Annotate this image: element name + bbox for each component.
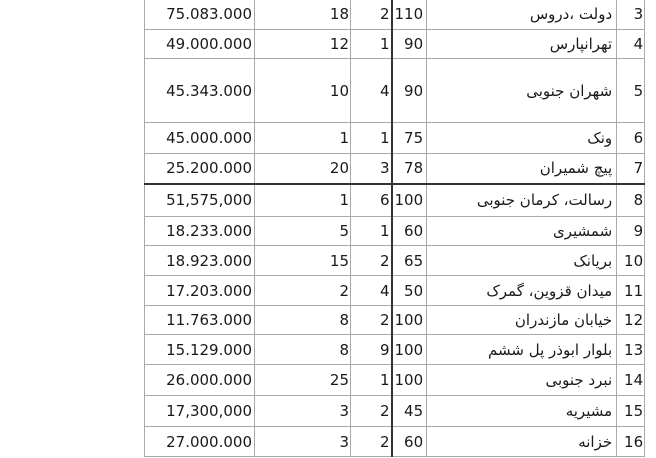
table-row [145,184,645,217]
price-cell[interactable]: 17,300,000 [145,396,255,427]
row-number-cell[interactable]: 8 [617,184,645,217]
rooms-cell[interactable]: 1 [351,123,392,154]
area-cell[interactable]: 100 [392,306,427,335]
price-cell[interactable]: 15.129.000 [145,335,255,365]
area-cell[interactable]: 100 [392,335,427,365]
row-number-cell[interactable]: 5 [617,59,645,123]
rooms-cell[interactable]: 2 [351,427,392,457]
price-cell[interactable]: 49.000.000 [145,30,255,59]
count-cell[interactable]: 2 [255,276,351,306]
price-cell[interactable]: 11.763.000 [145,306,255,335]
table-row [145,335,645,365]
row-number-cell[interactable]: 15 [617,396,645,427]
price-cell[interactable]: 18.923.000 [145,246,255,276]
location-cell[interactable]: خیابان مازندران [427,306,617,335]
rooms-cell[interactable]: 4 [351,276,392,306]
count-cell[interactable]: 10 [255,59,351,123]
rooms-cell[interactable]: 6 [351,184,392,217]
row-number-cell[interactable]: 11 [617,276,645,306]
count-cell[interactable]: 5 [255,217,351,246]
row-number-cell[interactable]: 14 [617,365,645,396]
price-cell[interactable]: 51,575,000 [145,184,255,217]
row-number-cell[interactable]: 9 [617,217,645,246]
area-cell[interactable]: 75 [392,123,427,154]
table-row [145,0,645,30]
area-cell[interactable]: 60 [392,427,427,457]
rooms-cell[interactable]: 2 [351,0,392,30]
price-cell[interactable]: 45.000.000 [145,123,255,154]
location-cell[interactable]: نبرد جنوبی [427,365,617,396]
rooms-cell[interactable]: 1 [351,217,392,246]
area-cell[interactable]: 90 [392,30,427,59]
location-cell[interactable]: شمشیری [427,217,617,246]
count-cell[interactable]: 1 [255,184,351,217]
location-cell[interactable]: شهران جنوبی [427,59,617,123]
area-cell[interactable]: 100 [392,184,427,217]
row-number-cell[interactable]: 3 [617,0,645,30]
price-cell[interactable]: 75.083.000 [145,0,255,30]
price-cell[interactable]: 26.000.000 [145,365,255,396]
count-cell[interactable]: 15 [255,246,351,276]
location-cell[interactable]: رسالت، کرمان جنوبی [427,184,617,217]
count-cell[interactable]: 12 [255,30,351,59]
location-cell[interactable]: دولت ،دروس [427,0,617,30]
location-cell[interactable]: خزانه [427,427,617,457]
location-cell[interactable]: بریانک [427,246,617,276]
rooms-cell[interactable]: 2 [351,396,392,427]
rooms-cell[interactable]: 2 [351,306,392,335]
row-number-cell[interactable]: 4 [617,30,645,59]
price-cell[interactable]: 17.203.000 [145,276,255,306]
count-cell[interactable]: 3 [255,427,351,457]
price-cell[interactable]: 45.343.000 [145,59,255,123]
data-table [144,0,645,457]
location-cell[interactable]: بلوار ابوذر پل ششم [427,335,617,365]
area-cell[interactable]: 90 [392,59,427,123]
row-number-cell[interactable]: 12 [617,306,645,335]
row-number-cell[interactable]: 10 [617,246,645,276]
table-row [145,427,645,457]
price-cell[interactable]: 25.200.000 [145,154,255,184]
location-cell[interactable]: میدان قزوین، گمرک [427,276,617,306]
table-row [145,246,645,276]
location-cell[interactable]: مشیریه [427,396,617,427]
area-cell[interactable]: 110 [392,0,427,30]
rooms-cell[interactable]: 3 [351,154,392,184]
area-cell[interactable]: 45 [392,396,427,427]
area-cell[interactable]: 65 [392,246,427,276]
area-cell[interactable]: 100 [392,365,427,396]
row-number-cell[interactable]: 6 [617,123,645,154]
count-cell[interactable]: 8 [255,335,351,365]
table-row [145,217,645,246]
count-cell[interactable]: 18 [255,0,351,30]
table-row [145,154,645,184]
rooms-cell[interactable]: 4 [351,59,392,123]
location-cell[interactable]: ونک [427,123,617,154]
price-cell[interactable]: 18.233.000 [145,217,255,246]
count-cell[interactable]: 1 [255,123,351,154]
table-row [145,30,645,59]
row-number-cell[interactable]: 7 [617,154,645,184]
table-row [145,396,645,427]
rooms-cell[interactable]: 9 [351,335,392,365]
table-row [145,365,645,396]
count-cell[interactable]: 25 [255,365,351,396]
area-cell[interactable]: 50 [392,276,427,306]
area-cell[interactable]: 78 [392,154,427,184]
rooms-cell[interactable]: 2 [351,246,392,276]
count-cell[interactable]: 8 [255,306,351,335]
table-row [145,306,645,335]
rooms-cell[interactable]: 1 [351,30,392,59]
price-cell[interactable]: 27.000.000 [145,427,255,457]
count-cell[interactable]: 20 [255,154,351,184]
location-cell[interactable]: تهرانپارس [427,30,617,59]
row-number-cell[interactable]: 13 [617,335,645,365]
table-row [145,59,645,123]
table-row [145,276,645,306]
table-row [145,123,645,154]
row-number-cell[interactable]: 16 [617,427,645,457]
rooms-cell[interactable]: 1 [351,365,392,396]
area-cell[interactable]: 60 [392,217,427,246]
location-cell[interactable]: پیچ شمیران [427,154,617,184]
count-cell[interactable]: 3 [255,396,351,427]
